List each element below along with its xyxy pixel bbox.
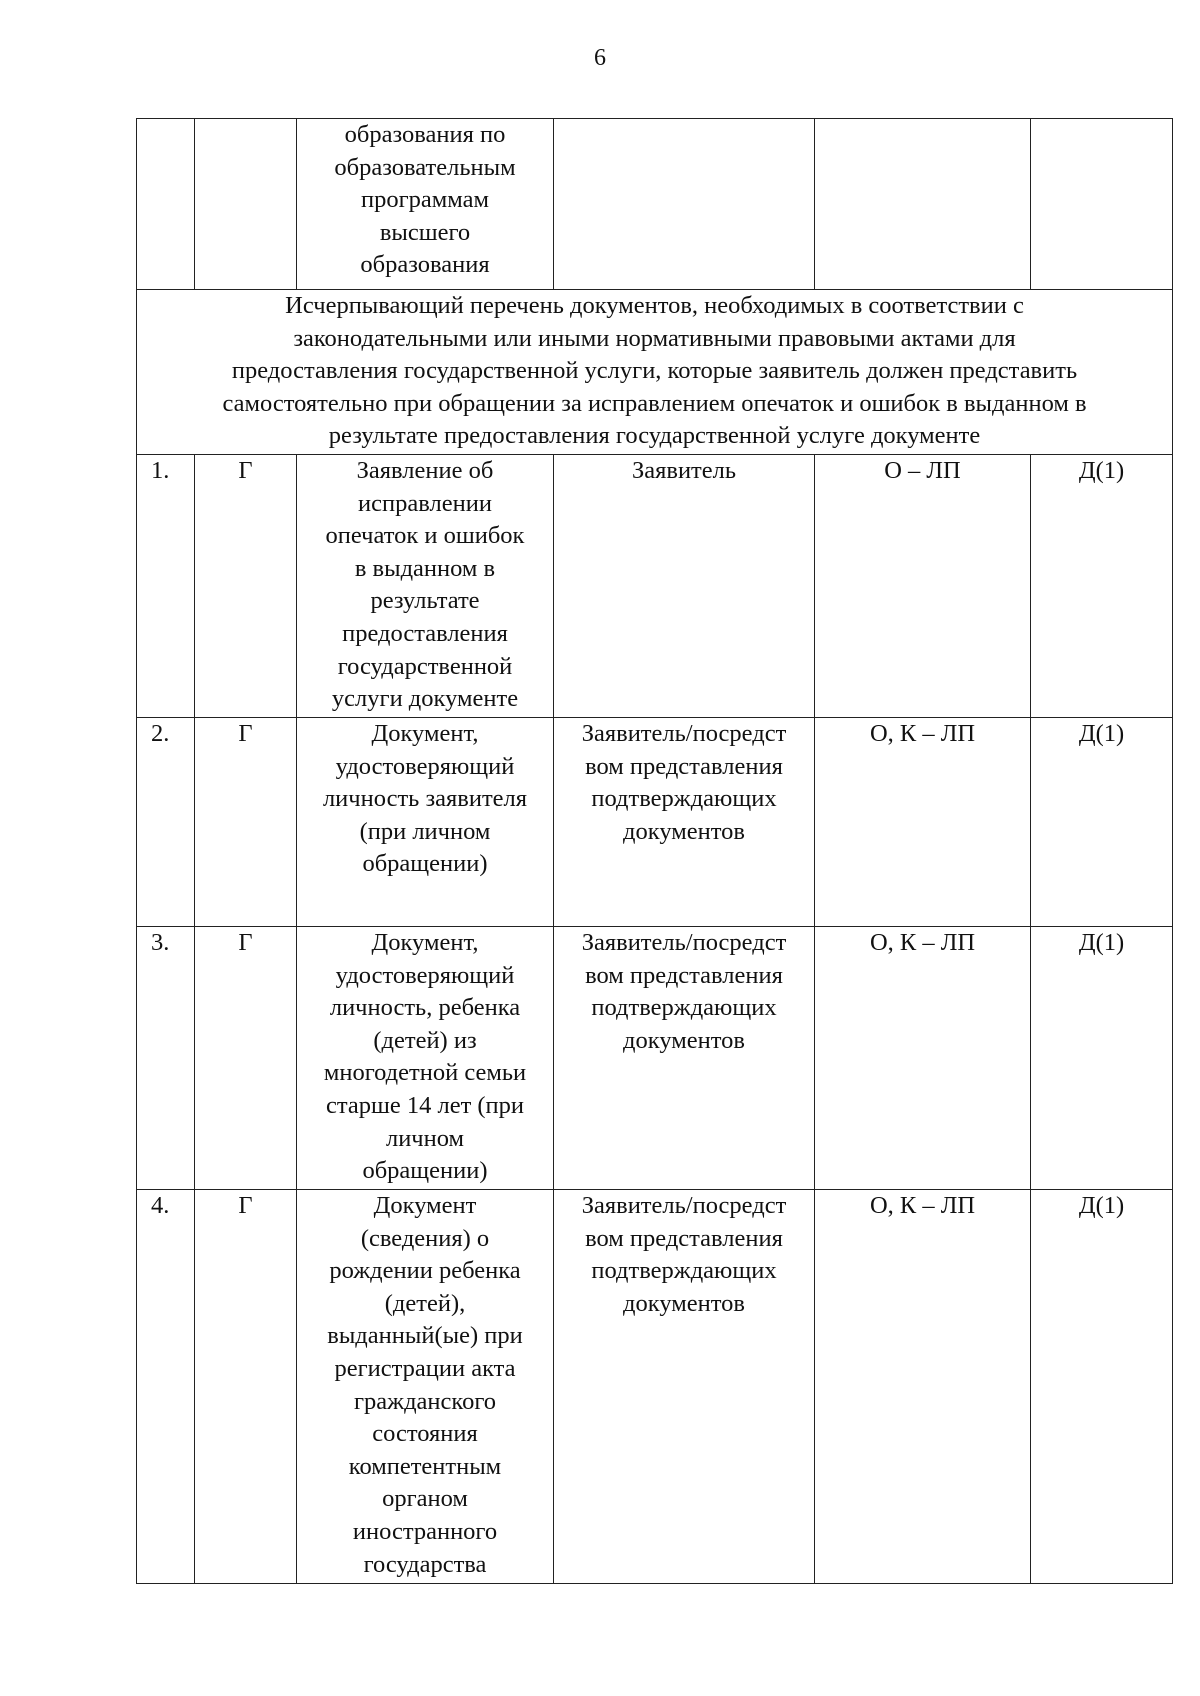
submission-form: О, К – ЛП: [815, 1190, 1031, 1584]
table-row: [137, 718, 1173, 927]
row-number: 2.: [137, 718, 195, 927]
row-type: Г: [195, 455, 297, 718]
name-line: образования: [360, 251, 490, 279]
submission-form: О, К – ЛП: [815, 927, 1031, 1190]
name-line: Документ,: [371, 929, 479, 956]
name-line: регистрации акта: [334, 1354, 516, 1382]
table-row-continuation: [137, 119, 1173, 290]
row-number: 1.: [137, 455, 195, 718]
document-code: Д(1): [1031, 455, 1173, 718]
name-line: удостоверяющий: [335, 752, 515, 780]
submitter-line: документов: [623, 1026, 745, 1054]
name-line: услуги документе: [331, 685, 519, 713]
name-line: опечаток и ошибок: [325, 522, 525, 550]
documents-table: [136, 118, 1173, 1584]
table-row: [137, 455, 1173, 718]
table-row: [137, 927, 1173, 1190]
submitter-line: документов: [623, 817, 745, 845]
name-line: личном: [385, 1124, 465, 1152]
name-line: обращении): [362, 850, 488, 878]
document-name: [297, 927, 554, 1190]
name-line: Документ: [373, 1192, 477, 1219]
table-row: [137, 1190, 1173, 1584]
document-name: [297, 1190, 554, 1584]
name-line: в выданном в: [354, 554, 496, 582]
name-line: удостоверяющий: [335, 961, 515, 989]
name-line: компетентным: [348, 1452, 502, 1480]
name-line: гражданского: [353, 1387, 497, 1415]
submitter: [554, 927, 815, 1190]
submitter-line: вом представления: [585, 1224, 783, 1252]
document-name: [297, 455, 554, 718]
submitter-line: Заявитель/посредст: [581, 1192, 787, 1219]
cell-num-empty: [137, 119, 195, 290]
name-line: иностранного: [352, 1517, 498, 1545]
name-line: Документ,: [371, 720, 479, 747]
cell-form-empty: [815, 119, 1031, 290]
name-line: состояния: [372, 1420, 478, 1448]
submitter-line: документов: [623, 1289, 745, 1317]
section-header: [137, 290, 1173, 455]
section-header-line: законодательными или иными нормативными правовыми актами для: [293, 324, 1016, 352]
submitter-line: Заявитель/посредст: [581, 720, 787, 747]
document-code: Д(1): [1031, 927, 1173, 1190]
name-line: (детей) из: [373, 1026, 477, 1054]
name-line: Заявление об: [356, 457, 494, 484]
name-line: (сведения) о: [360, 1224, 490, 1252]
cell-submitter-empty: [554, 119, 815, 290]
submitter-line: вом представления: [585, 961, 783, 989]
name-line: обращении): [362, 1157, 488, 1185]
name-line: государства: [363, 1550, 487, 1578]
cell-type-empty: [195, 119, 297, 290]
cell-code-empty: [1031, 119, 1173, 290]
name-line: личность, ребенка: [329, 994, 521, 1022]
name-line: органом: [382, 1485, 468, 1513]
name-line: рождении ребенка: [329, 1257, 521, 1285]
submitter: [554, 455, 815, 718]
section-header-line: Исчерпывающий перечень документов, необходимых в соответствии с: [285, 292, 1024, 319]
section-header-row: [137, 290, 1173, 455]
name-line: результате: [370, 587, 480, 615]
section-header-line: результате предоставления государственной услуге документе: [328, 422, 981, 450]
submitter-line: Заявитель: [631, 457, 737, 484]
name-line: высшего: [379, 218, 471, 246]
row-number: 3.: [137, 927, 195, 1190]
row-type: Г: [195, 927, 297, 1190]
row-number: 4.: [137, 1190, 195, 1584]
name-line: образования по: [344, 121, 506, 148]
name-line: предоставления: [342, 619, 508, 647]
name-line: выданный(ые) при: [327, 1322, 523, 1350]
submission-form: О – ЛП: [815, 455, 1031, 718]
submitter-line: Заявитель/посредст: [581, 929, 787, 956]
submitter-line: подтверждающих: [591, 1257, 777, 1285]
continuation-name-cell: [297, 119, 554, 290]
name-line: программам: [360, 186, 489, 214]
name-line: исправлении: [358, 489, 492, 517]
name-line: (при личном: [359, 817, 491, 845]
name-line: государственной: [337, 652, 513, 680]
name-line: образовательным: [334, 153, 516, 181]
submitter-line: вом представления: [585, 752, 783, 780]
section-header-line: предоставления государственной услуги, которые заявитель должен представить: [231, 357, 1078, 385]
row-type: Г: [195, 1190, 297, 1584]
name-line: многодетной семьи: [323, 1059, 527, 1087]
row-type: Г: [195, 718, 297, 927]
section-header-line: самостоятельно при обращении за исправлением опечаток и ошибок в выданном в: [222, 389, 1087, 417]
document-code: Д(1): [1031, 1190, 1173, 1584]
submitter-line: подтверждающих: [591, 994, 777, 1022]
submitter: [554, 718, 815, 927]
name-line: старше 14 лет (при: [325, 1091, 525, 1119]
document-code: Д(1): [1031, 718, 1173, 927]
submitter-line: подтверждающих: [591, 785, 777, 813]
document-name: [297, 718, 554, 927]
submission-form: О, К – ЛП: [815, 718, 1031, 927]
name-line: личность заявителя: [322, 785, 528, 813]
page-number: 6: [594, 45, 606, 71]
name-line: (детей),: [384, 1289, 466, 1317]
submitter: [554, 1190, 815, 1584]
